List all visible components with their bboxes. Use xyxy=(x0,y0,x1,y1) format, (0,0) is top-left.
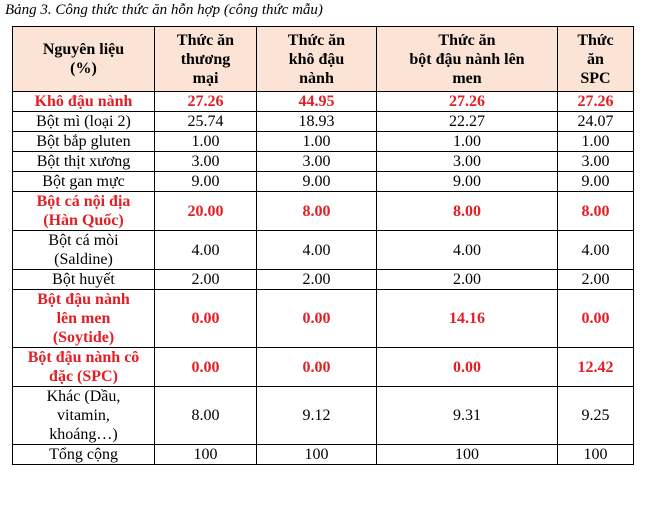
ingredient-name: Bột cá nội địa xyxy=(36,193,131,210)
value-cell: 0.00 xyxy=(257,290,377,348)
value-cell: 100 xyxy=(155,445,257,465)
ingredient-name: Bột cá mòi xyxy=(48,232,119,249)
value-cell: 1.00 xyxy=(377,132,558,152)
value-cell: 0.00 xyxy=(558,290,634,348)
value-cell: 14.16 xyxy=(377,290,558,348)
ingredient-name-cell xyxy=(13,152,155,172)
table-row xyxy=(13,132,634,152)
table-header xyxy=(13,27,634,92)
ingredient-name: Bột đậu nành cô xyxy=(27,349,140,366)
ingredient-name-cell xyxy=(13,290,155,348)
ingredient-name-cell xyxy=(13,270,155,290)
ingredient-name: lên men xyxy=(56,310,111,327)
ingredient-name: Bột thịt xương xyxy=(36,153,131,170)
ingredient-name-cell xyxy=(13,172,155,192)
ingredient-name: Bột huyết xyxy=(52,271,115,288)
value-cell: 9.31 xyxy=(377,387,558,445)
value-cell: 4.00 xyxy=(377,231,558,270)
column-header-line: (%) xyxy=(70,60,97,77)
column-header-line: Thức xyxy=(577,31,614,49)
ingredient-name: đặc (SPC) xyxy=(49,368,118,385)
value-cell: 100 xyxy=(257,445,377,465)
table-row xyxy=(13,92,634,112)
value-cell: 2.00 xyxy=(155,270,257,290)
value-cell: 1.00 xyxy=(558,132,634,152)
ingredient-name: Bột bắp gluten xyxy=(36,133,131,150)
value-cell: 9.00 xyxy=(257,172,377,192)
formula-table xyxy=(12,26,634,465)
table-row xyxy=(13,192,634,231)
ingredient-name: (Soytide) xyxy=(52,329,115,346)
ingredient-name: Khô đậu nành xyxy=(34,93,133,110)
value-cell: 25.74 xyxy=(155,112,257,132)
value-cell: 9.12 xyxy=(257,387,377,445)
ingredient-name: Tổng cộng xyxy=(49,446,118,463)
value-cell: 24.07 xyxy=(558,112,634,132)
value-cell: 3.00 xyxy=(155,152,257,172)
value-cell: 2.00 xyxy=(558,270,634,290)
column-header-line: khô đậu xyxy=(288,50,345,68)
column-header xyxy=(257,27,377,92)
value-cell: 9.00 xyxy=(155,172,257,192)
ingredient-name-cell xyxy=(13,112,155,132)
ingredient-name-cell xyxy=(13,445,155,465)
ingredient-name: Bột đậu nành xyxy=(37,291,130,308)
value-cell: 8.00 xyxy=(155,387,257,445)
ingredient-name: (Saldine) xyxy=(54,251,113,268)
column-header xyxy=(377,27,558,92)
value-cell: 0.00 xyxy=(257,348,377,387)
value-cell: 1.00 xyxy=(257,132,377,152)
header-row xyxy=(13,27,634,92)
column-header-line: nành xyxy=(299,69,334,87)
column-header-line: bột đậu nành lên xyxy=(409,50,525,68)
value-cell: 0.00 xyxy=(155,348,257,387)
value-cell: 18.93 xyxy=(257,112,377,132)
table-row xyxy=(13,152,634,172)
value-cell: 100 xyxy=(377,445,558,465)
value-cell: 20.00 xyxy=(155,192,257,231)
ingredient-name: (Hàn Quốc) xyxy=(43,212,124,229)
ingredient-name-cell xyxy=(13,192,155,231)
column-header-line: SPC xyxy=(580,69,611,87)
value-cell: 9.00 xyxy=(558,172,634,192)
value-cell: 3.00 xyxy=(377,152,558,172)
column-header-line: ăn xyxy=(587,50,604,68)
table-row xyxy=(13,387,634,445)
value-cell: 2.00 xyxy=(257,270,377,290)
column-header-line: men xyxy=(452,69,482,87)
ingredient-name: Khác (Dầu, xyxy=(46,388,121,405)
column-header-line: thương xyxy=(180,50,231,68)
table-row xyxy=(13,270,634,290)
column-header-line: Thức ăn xyxy=(176,31,235,49)
value-cell: 8.00 xyxy=(257,192,377,231)
value-cell: 2.00 xyxy=(377,270,558,290)
value-cell: 4.00 xyxy=(155,231,257,270)
value-cell: 0.00 xyxy=(377,348,558,387)
value-cell: 9.25 xyxy=(558,387,634,445)
ingredient-name-cell xyxy=(13,231,155,270)
value-cell: 27.26 xyxy=(377,92,558,112)
value-cell: 27.26 xyxy=(558,92,634,112)
table-row xyxy=(13,231,634,270)
column-header-line: Thức ăn xyxy=(287,31,346,49)
column-header-line: Thức ăn xyxy=(438,31,496,49)
table-caption: Bảng 3. Công thức thức ăn hỗn hợp (công thức mẫu) xyxy=(5,2,323,18)
value-cell: 8.00 xyxy=(377,192,558,231)
ingredient-name-cell xyxy=(13,92,155,112)
value-cell: 12.42 xyxy=(558,348,634,387)
column-header xyxy=(558,27,634,92)
table-row xyxy=(13,112,634,132)
ingredient-name-cell xyxy=(13,132,155,152)
ingredient-name: Bột gan mực xyxy=(42,173,125,190)
column-header-line: Nguyên liệu xyxy=(42,41,125,58)
value-cell: 3.00 xyxy=(257,152,377,172)
table-row xyxy=(13,348,634,387)
table-body xyxy=(13,92,634,465)
table-row xyxy=(13,445,634,465)
value-cell: 44.95 xyxy=(257,92,377,112)
ingredient-name: khoáng…) xyxy=(49,426,118,443)
value-cell: 100 xyxy=(558,445,634,465)
value-cell: 27.26 xyxy=(155,92,257,112)
value-cell: 8.00 xyxy=(558,192,634,231)
value-cell: 4.00 xyxy=(558,231,634,270)
column-header xyxy=(155,27,257,92)
table-row xyxy=(13,290,634,348)
value-cell: 3.00 xyxy=(558,152,634,172)
value-cell: 9.00 xyxy=(377,172,558,192)
ingredient-name: vitamin, xyxy=(57,407,110,424)
value-cell: 4.00 xyxy=(257,231,377,270)
column-header-line: mại xyxy=(192,69,219,87)
column-header xyxy=(13,27,155,92)
table-row xyxy=(13,172,634,192)
ingredient-name-cell xyxy=(13,348,155,387)
value-cell: 0.00 xyxy=(155,290,257,348)
ingredient-name: Bột mì (loại 2) xyxy=(36,113,131,130)
value-cell: 22.27 xyxy=(377,112,558,132)
value-cell: 1.00 xyxy=(155,132,257,152)
ingredient-name-cell xyxy=(13,387,155,445)
